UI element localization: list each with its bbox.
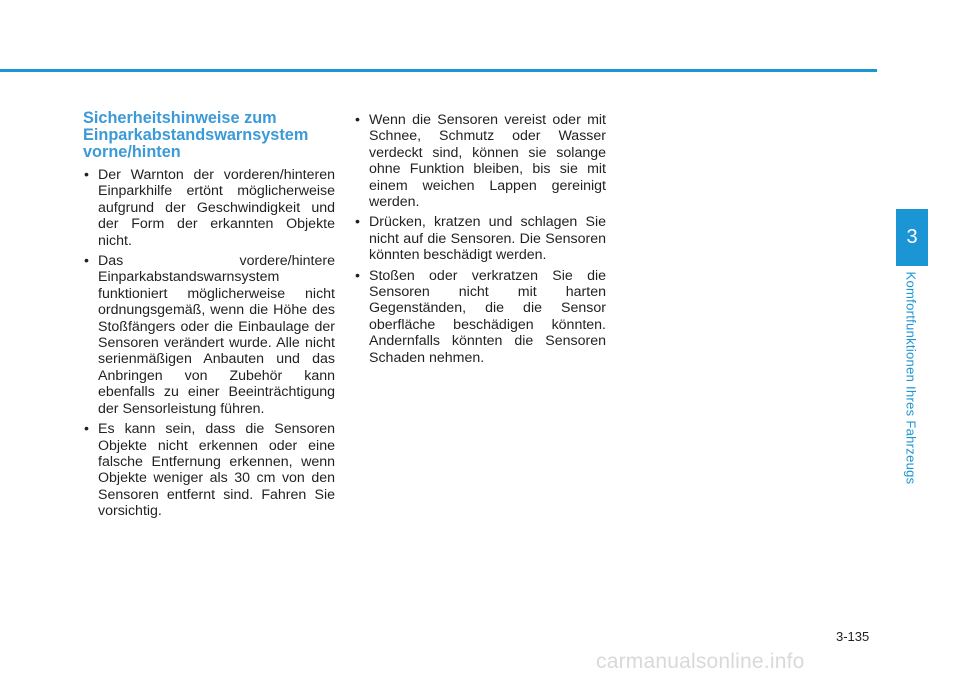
list-item: • Wenn die Sensoren vereist oder mit Schnee, Schmutz oder Wasser verdeckt sind, können sie solange ohne Funktion bleiben, bis sie mit einem weichen Lappen gereinigt werden. <box>354 112 606 210</box>
right-bullet-list <box>354 112 606 366</box>
list-item: • Es kann sein, dass die Sensoren Objekte nicht erkennen oder eine falsche Entfernung erkennen, wenn Objekte weniger als 30 cm von den Sensoren entfernt sind. Fahren Sie vorsichtig. <box>83 421 335 519</box>
list-item: • Der Warnton der vorderen/hinteren Einparkhilfe ertönt möglicherweise aufgrund der Geschwindigkeit und der Form der erkannten Objekte nicht. <box>83 167 335 249</box>
chapter-title: Komfortfunktionen Ihres Fahrzeugs <box>903 271 919 485</box>
right-column <box>354 112 606 370</box>
top-rule <box>0 69 877 72</box>
watermark: carmanualsonline.info <box>596 650 805 673</box>
section-heading: Sicherheitshinweise zum Einparkabstandswarnsystem vorne/hinten <box>83 109 309 161</box>
list-item: • Das vordere/hintere Einparkabstandswarnsystem funktioniert möglicherweise nicht ordnungsgemäß, wenn die Höhe des Stoßfängers oder die Einbaulage der Sensoren verändert wurde. Alle nicht serienmäßigen Anbauten und das Anbringen von Zubehör kann ebenfalls zu einer Beeinträchtigung der Sensorleistung führen. <box>83 253 335 417</box>
left-bullet-list <box>83 167 335 520</box>
page-number: 3-135 <box>836 629 870 644</box>
list-item: • Drücken, kratzen und schlagen Sie nicht auf die Sensoren. Die Sensoren könnten beschädigt werden. <box>354 214 606 263</box>
left-column <box>83 110 335 524</box>
list-item: • Stoßen oder verkratzen Sie die Sensoren nicht mit harten Gegenständen, die die Sensor oberfläche beschädigen könnten. Andernfalls könnten die Sensoren Schaden nehmen. <box>354 268 606 366</box>
chapter-tab: 3 <box>896 209 928 266</box>
